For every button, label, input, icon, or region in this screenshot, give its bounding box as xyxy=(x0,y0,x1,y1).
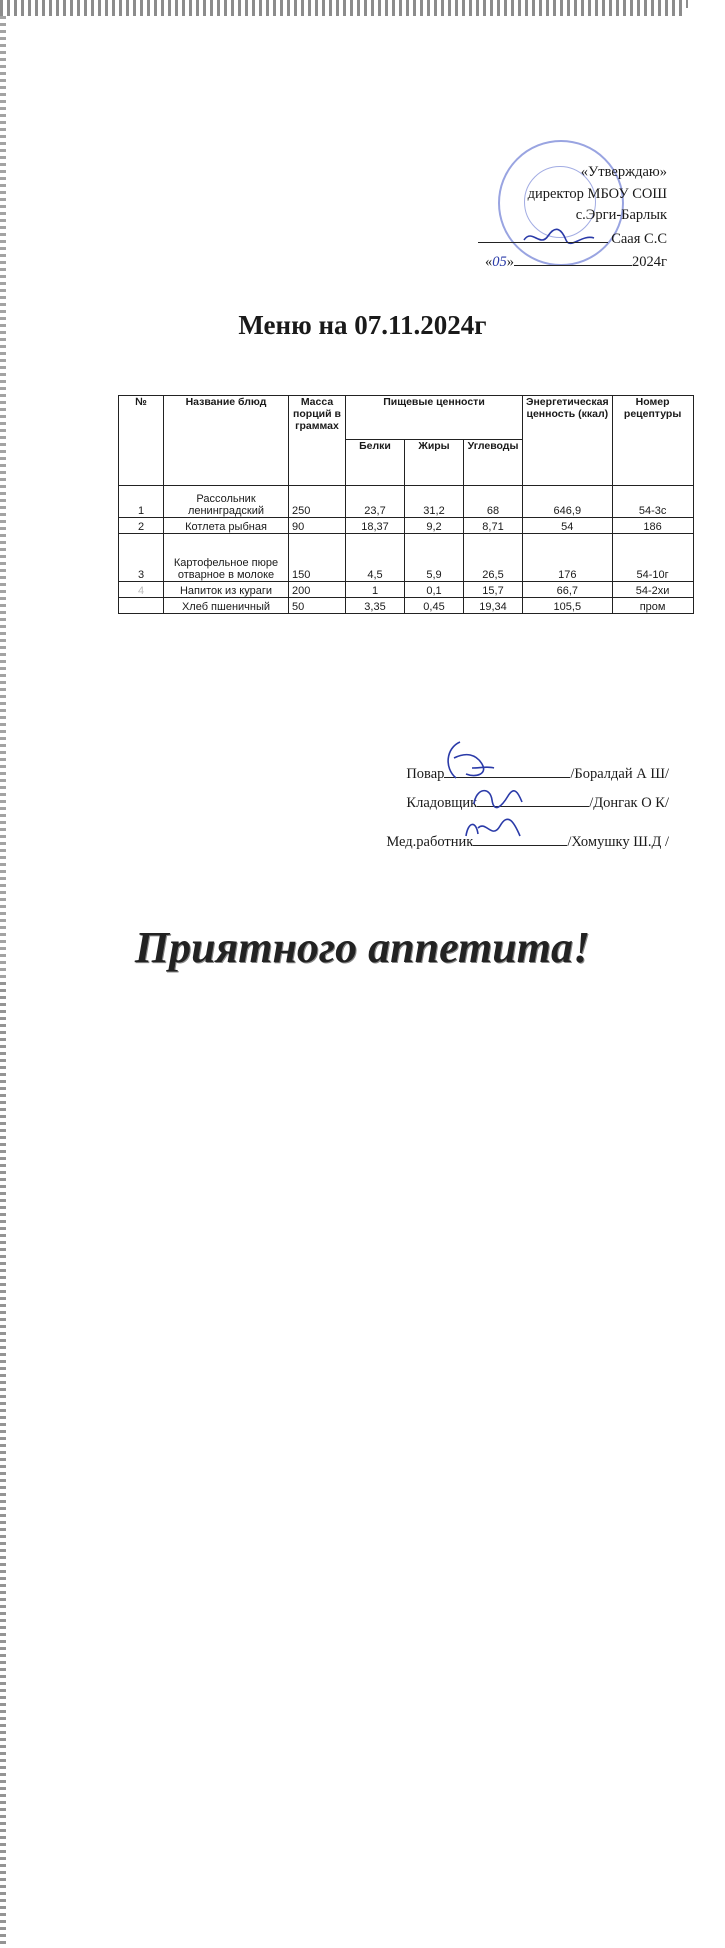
cell-recipe: 54-2хи xyxy=(612,582,693,598)
menu-table xyxy=(118,395,694,614)
cell-fat: 5,9 xyxy=(405,534,464,582)
cell-num: 1 xyxy=(119,486,164,518)
cook-name: /Боралдай А Ш/ xyxy=(570,766,669,782)
cell-protein: 18,37 xyxy=(346,518,405,534)
cook-signature-icon xyxy=(436,738,496,784)
med-signature-icon xyxy=(462,814,524,846)
approval-month-line xyxy=(514,250,632,266)
cell-name: Рассольник ленинградский xyxy=(164,486,289,518)
approval-date-open: « xyxy=(485,254,493,270)
header-mass: Масса порций в граммах xyxy=(289,396,346,486)
cell-num xyxy=(119,598,164,614)
header-recipe: Номер рецептуры xyxy=(612,396,693,486)
table-row xyxy=(119,486,694,518)
header-carbs: Углеводы xyxy=(464,440,523,486)
cell-recipe: пром xyxy=(612,598,693,614)
cell-recipe: 54-10г xyxy=(612,534,693,582)
cell-name: Котлета рыбная xyxy=(164,518,289,534)
cell-recipe: 54-3с xyxy=(612,486,693,518)
cell-carbs: 19,34 xyxy=(464,598,523,614)
cell-mass: 250 xyxy=(289,486,346,518)
cell-recipe: 186 xyxy=(612,518,693,534)
storekeeper-signature-icon xyxy=(468,782,524,812)
approval-line-1: «Утверждаю» xyxy=(580,164,667,180)
cell-fat: 0,45 xyxy=(405,598,464,614)
approval-date-day: 05 xyxy=(492,254,507,270)
header-num: № xyxy=(119,396,164,486)
cell-fat: 0,1 xyxy=(405,582,464,598)
approval-signature-line xyxy=(478,227,608,243)
signature-storekeeper xyxy=(386,789,669,818)
cell-energy: 646,9 xyxy=(523,486,613,518)
header-protein: Белки xyxy=(346,440,405,486)
approval-date-year: 2024г xyxy=(632,254,667,270)
cell-energy: 176 xyxy=(523,534,613,582)
header-energy: Энергетическая ценность (ккал) xyxy=(523,396,613,486)
table-header-row xyxy=(119,396,694,440)
table-row xyxy=(119,534,694,582)
cell-fat: 31,2 xyxy=(405,486,464,518)
approval-line-3: с.Эрги-Барлык xyxy=(575,207,667,223)
approval-block xyxy=(478,162,667,274)
cell-protein: 4,5 xyxy=(346,534,405,582)
signatures-block xyxy=(386,760,669,857)
header-fat: Жиры xyxy=(405,440,464,486)
header-nutrition: Пищевые ценности xyxy=(346,396,523,440)
table-row xyxy=(119,598,694,614)
cell-num: 4 xyxy=(119,582,164,598)
cell-name: Напиток из кураги xyxy=(164,582,289,598)
cell-energy: 105,5 xyxy=(523,598,613,614)
approval-line-4: Саая С.С xyxy=(611,230,667,247)
cell-carbs: 15,7 xyxy=(464,582,523,598)
cell-name: Хлеб пшеничный xyxy=(164,598,289,614)
cell-mass: 200 xyxy=(289,582,346,598)
approval-line-2: директор МБОУ СОШ xyxy=(527,185,667,202)
cell-protein: 23,7 xyxy=(346,486,405,518)
cell-fat: 9,2 xyxy=(405,518,464,534)
med-name: /Хомушку Ш.Д / xyxy=(567,834,669,850)
signature-med xyxy=(386,828,669,857)
header-name: Название блюд xyxy=(164,396,289,486)
store-name: /Донгак О К/ xyxy=(589,795,669,811)
footer-greeting: Приятного аппетита! xyxy=(134,923,591,972)
cell-carbs: 68 xyxy=(464,486,523,518)
dotted-border-bottom xyxy=(0,8,684,16)
table-row xyxy=(119,582,694,598)
cell-protein: 3,35 xyxy=(346,598,405,614)
dotted-border-right xyxy=(0,982,6,1948)
cell-mass: 150 xyxy=(289,534,346,582)
dotted-border-left xyxy=(0,16,6,982)
cell-mass: 50 xyxy=(289,598,346,614)
cell-energy: 54 xyxy=(523,518,613,534)
cell-num: 2 xyxy=(119,518,164,534)
cell-protein: 1 xyxy=(346,582,405,598)
approval-date-mid: » xyxy=(506,254,515,270)
table-row xyxy=(119,518,694,534)
page-title: Меню на 07.11.2024г xyxy=(238,310,487,340)
med-role: Мед.работник xyxy=(386,834,474,850)
cell-num: 3 xyxy=(119,534,164,582)
signature-cook xyxy=(386,760,669,789)
cell-carbs: 8,71 xyxy=(464,518,523,534)
cell-energy: 66,7 xyxy=(523,582,613,598)
cook-role: Повар xyxy=(406,766,445,782)
cell-name: Картофельное пюре отварное в молоке xyxy=(164,534,289,582)
cell-mass: 90 xyxy=(289,518,346,534)
store-role: Кладовщик xyxy=(406,795,478,811)
dotted-border-top xyxy=(0,0,688,8)
cell-carbs: 26,5 xyxy=(464,534,523,582)
